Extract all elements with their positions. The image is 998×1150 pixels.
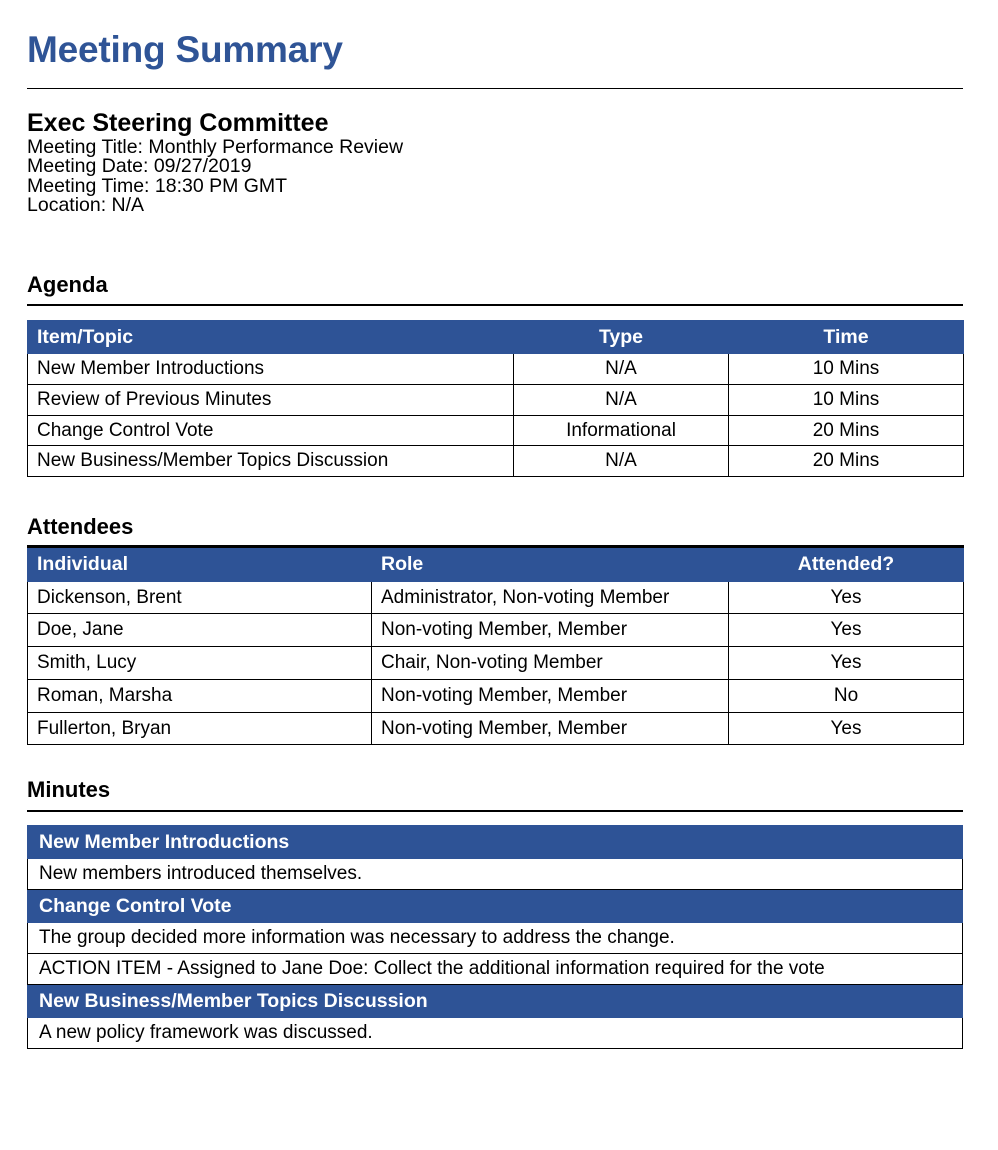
minutes-topic: New Business/Member Topics Discussion [28,984,963,1017]
agenda-col-type: Type [514,320,729,353]
attendee-attended: Yes [729,712,964,745]
minutes-topic-row [28,889,963,922]
minutes-action-item-row [28,953,963,984]
minutes-action-item: ACTION ITEM - Assigned to Jane Doe: Collect the additional information required for the vote [28,953,963,984]
attendee-role: Non-voting Member, Member [372,679,729,712]
minutes-note: A new policy framework was discussed. [28,1017,963,1048]
attendee-attended: No [729,679,964,712]
minutes-note-row [28,858,963,889]
minutes-note-row [28,923,963,954]
attendees-heading: Attendees [27,514,134,540]
agenda-item: Review of Previous Minutes [28,384,514,415]
table-row [28,354,964,385]
meeting-date-line: Meeting Date: 09/27/2019 [27,155,252,177]
agenda-type: Informational [514,415,729,446]
agenda-heading: Agenda [27,271,108,297]
agenda-body [28,354,964,477]
attendees-col-individual: Individual [28,547,372,581]
table-row [28,647,964,680]
agenda-type: N/A [514,384,729,415]
table-row [28,614,964,647]
agenda-col-item: Item/Topic [28,320,514,353]
agenda-item: New Business/Member Topics Discussion [28,446,514,477]
attendees-body [28,581,964,745]
agenda-item: Change Control Vote [28,415,514,446]
page-title: Meeting Summary [27,29,343,70]
minutes-topic: New Member Introductions [28,825,963,858]
agenda-type: N/A [514,446,729,477]
attendees-table-wrap [27,539,971,745]
attendee-role: Non-voting Member, Member [372,614,729,647]
minutes-topic-row [28,825,963,858]
table-row [28,679,964,712]
agenda-header-row [28,320,964,353]
minutes-note-row [28,1017,963,1048]
agenda-item: New Member Introductions [28,354,514,385]
meeting-meta-block [27,135,971,216]
agenda-time: 20 Mins [729,446,964,477]
minutes-body [28,825,963,1048]
attendee-role: Non-voting Member, Member [372,712,729,745]
attendee-role: Administrator, Non-voting Member [372,581,729,614]
attendee-name: Fullerton, Bryan [28,712,372,745]
attendee-name: Doe, Jane [28,614,372,647]
attendee-name: Dickenson, Brent [28,581,372,614]
minutes-note: The group decided more information was necessary to address the change. [28,923,963,954]
attendees-col-attended: Attended? [729,547,964,581]
agenda-time: 10 Mins [729,384,964,415]
agenda-type: N/A [514,354,729,385]
meeting-title-line: Meeting Title: Monthly Performance Review [27,135,404,158]
minutes-heading: Minutes [27,777,111,803]
attendees-table [27,545,964,745]
attendee-role: Chair, Non-voting Member [372,647,729,680]
table-row [28,384,964,415]
minutes-table [27,825,963,1049]
attendee-name: Smith, Lucy [28,647,372,680]
attendee-attended: Yes [729,647,964,680]
table-row [28,712,964,745]
minutes-topic: Change Control Vote [28,889,963,922]
meeting-time-line: Meeting Time: 18:30 PM GMT [27,174,288,197]
attendees-col-role: Role [372,547,729,581]
table-row [28,581,964,614]
committee-subtitle: Exec Steering Committee [27,109,329,137]
attendee-attended: Yes [729,614,964,647]
agenda-col-time: Time [729,320,964,353]
minutes-table-wrap [27,812,971,1049]
attendee-attended: Yes [729,581,964,614]
agenda-table-wrap [27,306,971,477]
meeting-location-line: Location: N/A [27,194,145,216]
minutes-note: New members introduced themselves. [28,858,963,889]
attendees-header-row [28,547,964,581]
minutes-topic-row [28,984,963,1017]
agenda-time: 20 Mins [729,415,964,446]
agenda-table [27,320,964,477]
table-row [28,446,964,477]
agenda-time: 10 Mins [729,354,964,385]
table-row [28,415,964,446]
attendee-name: Roman, Marsha [28,679,372,712]
